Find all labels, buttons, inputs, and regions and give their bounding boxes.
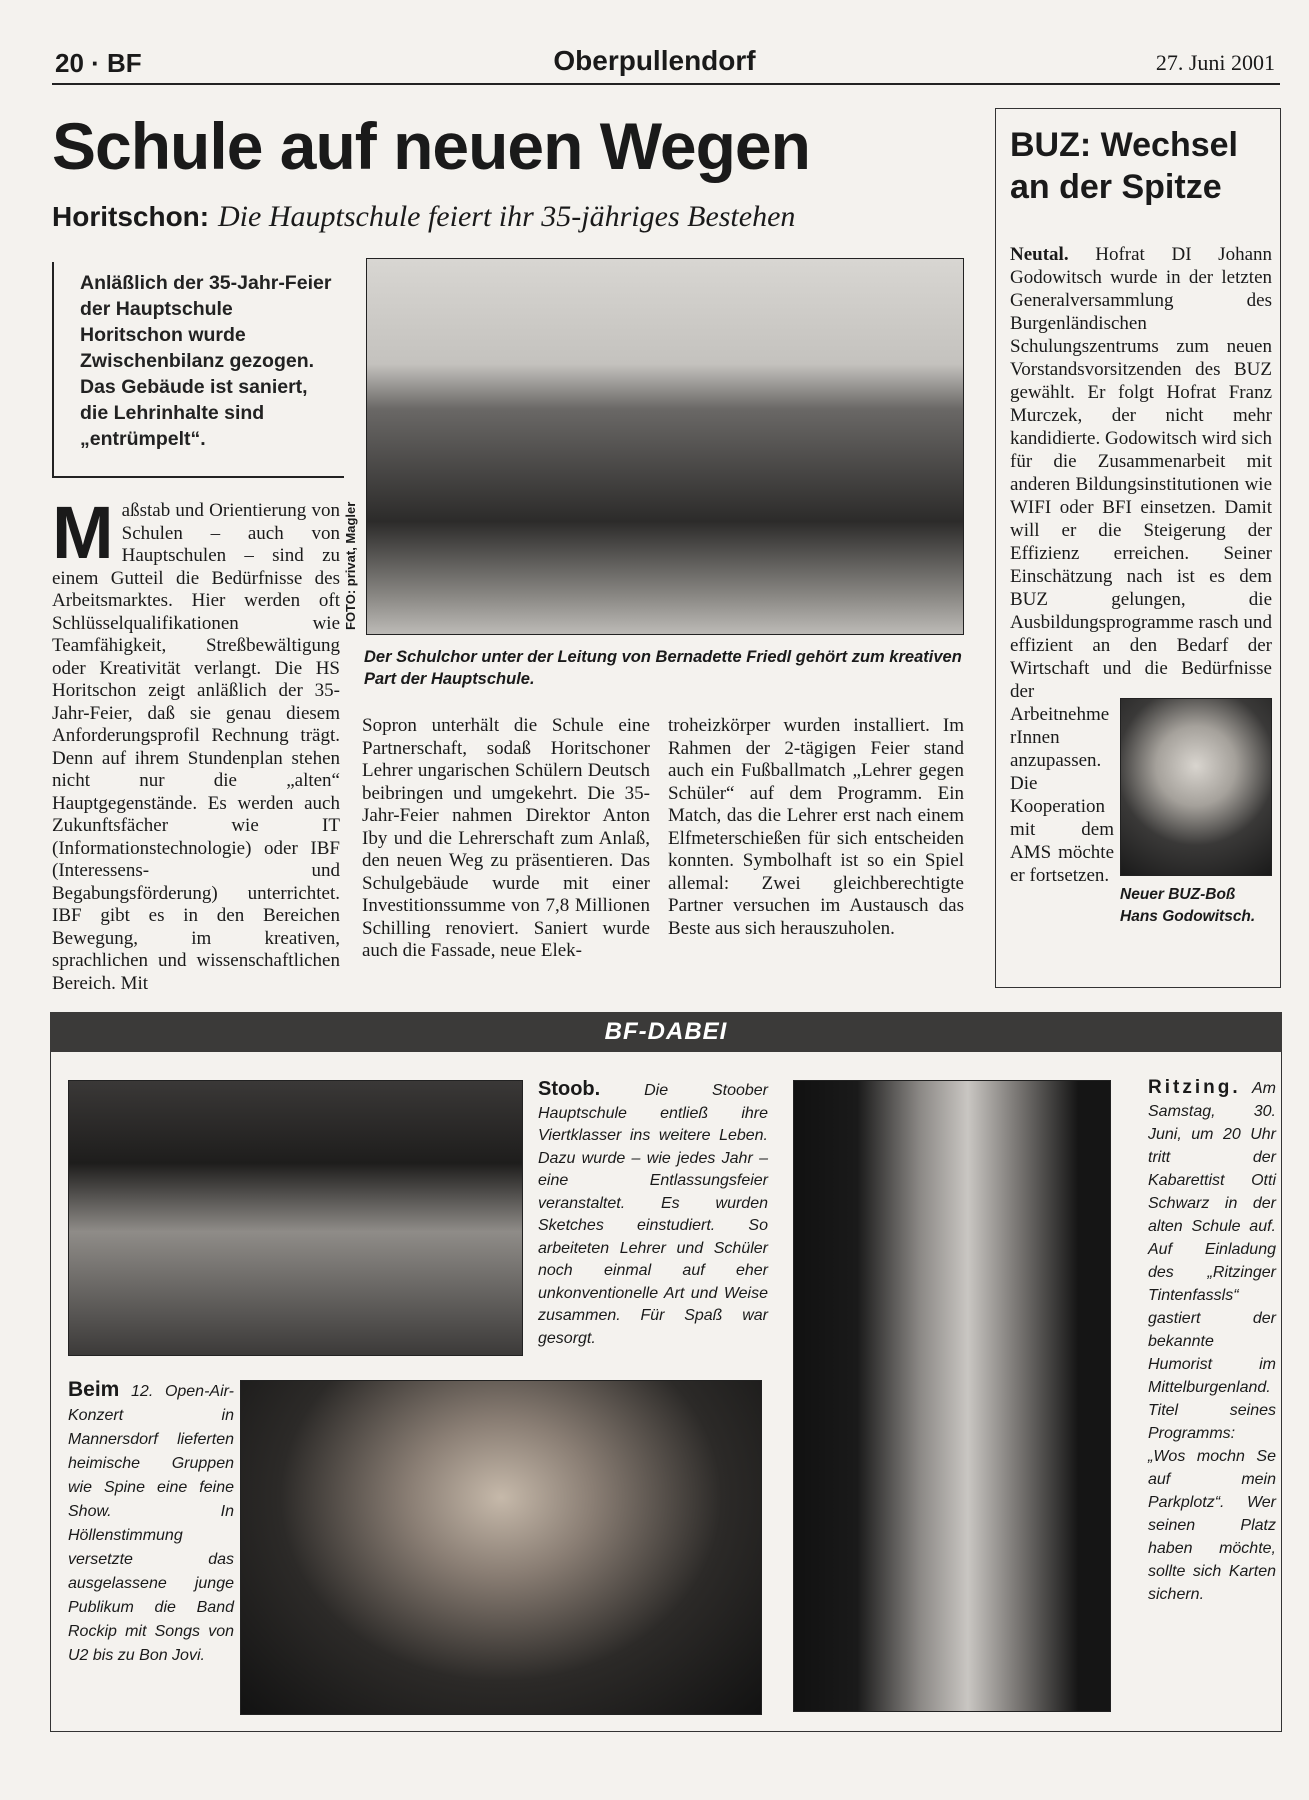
beim-text [68,1378,234,1668]
bf-dabei-bar: BF-DABEI [50,1012,1282,1052]
sidebar-title: BUZ: Wechsel an der Spitze [1010,126,1238,206]
ritzing-lead: Ritzing. [1148,1077,1241,1098]
portrait-block [1120,698,1272,928]
concert-photo [240,1380,762,1715]
article-column-3: troheizkörper wurden installiert. Im Rahmen der 2-tägigen Feier stand auch ein Fußballmatch „Lehrer gegen Schüler“ auf dem Programm. Ein Match, das die Lehrer erst nach einem Elfmeterschießen für sich entscheiden konnten. Symbolhaft ist so ein Spiel allemal: Zwei gleichberechtigte Partner versuchen im Austausch das Beste aus sich herauszuholen. [668,715,964,939]
portrait-photo [1120,698,1272,876]
stoob-lead: Stoob. [538,1078,601,1100]
subhead [52,200,795,234]
stoob-text [538,1078,768,1350]
ritzing-body: Am Samstag, 30. Juni, um 20 Uhr tritt der Kabarettist Otti Schwarz in der alten Schule auf. Auf Einladung des „Ritzinger Tintenfassls“ gastiert der bekannte Humorist im Mittelburgenland. Titel seines Programms: „Wos mochn Se auf mein Parkplotz“. Wer seinen Platz haben möchte, sollte sich Karten sichern. [1148,1080,1276,1603]
page-number: 20 · BF [55,48,142,78]
subhead-text: Die Hauptschule feiert ihr 35-jähriges Bestehen [218,200,796,233]
dropcap: M [52,491,114,574]
article-column-1 [52,491,340,995]
sidebar-text [1010,243,1272,928]
section-title: Oberpullendorf [553,45,756,76]
beim-lead: Beim [68,1378,120,1401]
headline: Schule auf neuen Wegen [52,109,810,183]
header-rule [52,83,1280,85]
photo-credit: FOTO: privat, Magler [343,501,358,630]
stoob-body: Die Stoober Hauptschule entließ ihre Viertklasser ins weitere Leben. Dazu wurde – wie jedes Jahr – eine Entlassungsfeier veranstaltet. Es wurden Sketches einstudiert. So arbeiteten Lehrer und Schüler noch einmal auf eher unkonventionelle Art und Weise zusammen. Für Spaß war gesorgt. [538,1082,768,1347]
photo-caption: Der Schulchor unter der Leitung von Bernadette Friedl gehört zum kreativen Part der Hauptschule. [364,648,962,688]
issue-date: 27. Juni 2001 [1155,50,1275,75]
sidebar-lead: Neutal. [1010,244,1069,265]
subhead-place: Horitschon: [52,201,210,232]
ritzing-text [1148,1076,1276,1606]
article-column-2: Sopron unterhält die Schule eine Partnerschaft, sodaß Horitschoner Lehrer ungarischen Schülern Deutsch beibringen und umgekehrt. Die 35-Jahr-Feier nahmen Direktor Anton Iby und die Lehrerschaft zum Anlaß, den neuen Weg zu präsentieren. Das Schulgebäude wurde mit einer Investitionssumme von 7,8 Millionen Schilling renoviert. Saniert wurde auch die Fassade, neue Elek- [362,715,650,961]
school-choir-photo [366,258,964,635]
intro-box: Anläßlich der 35-Jahr-Feier der Hauptschule Horitschon wurde Zwischenbilanz gezogen. Das Gebäude ist saniert, die Lehrinhalte sind „entrümpelt“. [52,262,344,478]
stoob-photo [68,1080,523,1356]
portrait-caption: Neuer BUZ-Boß Hans Godowitsch. [1120,886,1256,925]
ritzing-photo [793,1080,1111,1712]
beim-body: 12. Open-Air-Konzert in Mannersdorf lieferten heimische Gruppen wie Spine eine feine Show. In Höllenstimmung versetzte das ausgelassene junge Publikum die Band Rockip mit Songs von U2 bis zu Bon Jovi. [68,1383,234,1664]
sidebar-body: Hofrat DI Johann Godowitsch wurde in der letzten Generalversammlung des Burgenländischen Schulungszentrums zum neuen Vorstandsvorsitzenden des BUZ gewählt. Er folgt Hofrat Franz Murczek, der nicht mehr kandidierte. Godowitsch wird sich für die Zusammenarbeit mit anderen Bildungsinstitutionen wie WIFI oder BFI einsetzen. Damit will er die Steigerung der Effizienz erreichen. Seiner Einschätzung nach ist es dem BUZ gelungen, die Ausbildungsprogramme rasch und effizient an den Bedarf der Wirtschaft und die Bedürfnisse der ArbeitnehmerInnen anzupassen. Die Kooperation mit dem AMS möchte er fortsetzen. [1010,244,1272,886]
column-1-text: aßstab und Orientierung von Schulen – auch von Hauptschulen – sind zu einem Gutteil die Bedürfnisse des Arbeitsmarktes. Hier werden oft Schlüsselqualifikationen wie Teamfähigkeit, Streßbewältigung oder Kreativität verlangt. Die HS Horitschon zeigt anläßlich der 35-Jahr-Feier, daß sie genau diesem Anforderungsprofil Rechnung trägt. Denn auf ihrem Stundenplan stehen nicht nur die „alten“ Hauptgegenstände. Es werden auch Zukunftsfächer wie IT (Informationstechnologie) oder IBF (Interessens- und Begabungsförderung) unterrichtet. IBF gibt es in den Bereichen Bewegung, im kreativen, sprachlichen und wissenschaftlichen Bereich. Mit [52,500,340,994]
